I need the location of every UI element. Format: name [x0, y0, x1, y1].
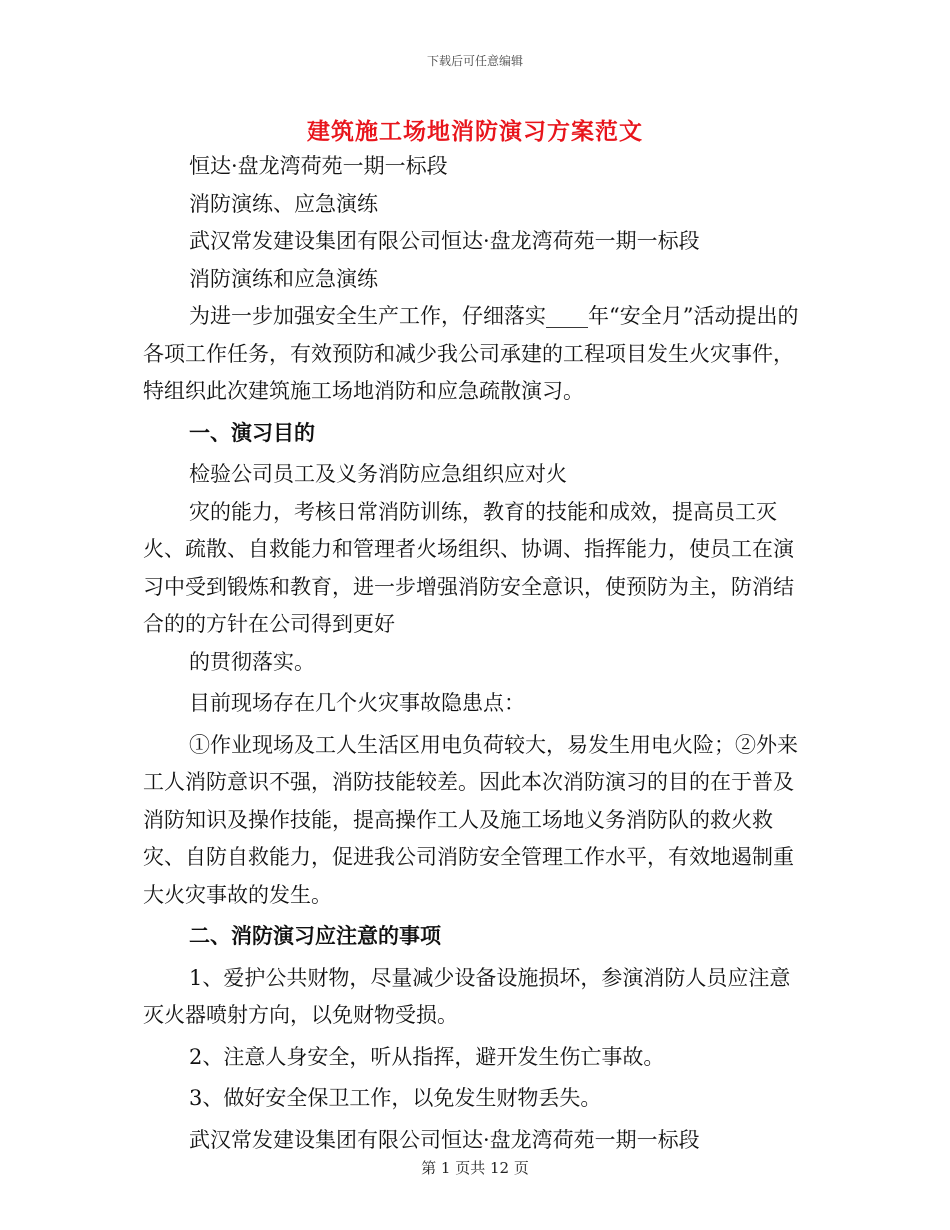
- paragraph-project-name: 恒达·盘龙湾荷苑一期一标段: [189, 154, 448, 178]
- paragraph-company-footer: 武汉常发建设集团有限公司恒达·盘龙湾荷苑一期一标段: [189, 1127, 700, 1152]
- section-heading-purpose: 一、演习目的: [189, 420, 315, 445]
- page-header-note: 下载后可任意编辑: [426, 54, 523, 68]
- page-number: 第 1 页共 12 页: [421, 1159, 529, 1177]
- paragraph-drill-type: 消防演练、应急演练: [189, 191, 378, 216]
- section-heading-notes: 二、消防演习应注意的事项: [189, 924, 441, 948]
- paragraph-purpose-2: 灾的能力，考核日常消防训练，教育的技能和成效，提高员工灭火、疏散、自救能力和管理者火场组织、协调、指挥能力，使员工在演习中受到锻炼和教育，进一步增强消防安全意识，使预防为主，防消结合的的方针在公司得到更好: [143, 499, 794, 636]
- paragraph-purpose-1: 检验公司员工及义务消防应急组织应对火: [189, 462, 567, 486]
- list-item-note-2: 2、注意人身安全，听从指挥，避开发生伤亡事故。: [189, 1044, 665, 1069]
- paragraph-hazards-intro: 目前现场存在几个火灾事故隐患点：: [189, 691, 525, 715]
- paragraph-drill-subject: 消防演练和应急演练: [189, 266, 378, 291]
- paragraph-company: 武汉常发建设集团有限公司恒达·盘龙湾荷苑一期一标段: [189, 229, 700, 253]
- paragraph-hazards-detail: ①作业现场及工人生活区用电负荷较大，易发生用电火险；②外来工人消防意识不强，消防技能较差。因此本次消防演习的目的在于普及消防知识及操作技能，提高操作工人及施工场地义务消防队的救火救灾、自防自救能力，促进我公司消防安全管理工作水平，有效地遏制重大火灾事故的发生。: [143, 732, 798, 907]
- document-body: [143, 148, 807, 1159]
- paragraph-purpose-3: 的贯彻落实。: [189, 649, 315, 674]
- paragraph-intro: 为进一步加强安全生产工作，仔细落实____年“安全月”活动提出的各项工作任务，有效预防和减少我公司承建的工程项目发生火灾事件，特组织此次建筑施工场地消防和应急疏散演习。: [143, 304, 799, 403]
- list-item-note-3: 3、做好安全保卫工作，以免发生财物丢失。: [189, 1086, 602, 1110]
- list-item-note-1: 1、爱护公共财物，尽量减少设备设施损坏，参演消防人员应注意灭火器喷射方向，以免财物受损。: [143, 965, 791, 1027]
- document-title: 建筑施工场地消防演习方案范文: [307, 119, 643, 145]
